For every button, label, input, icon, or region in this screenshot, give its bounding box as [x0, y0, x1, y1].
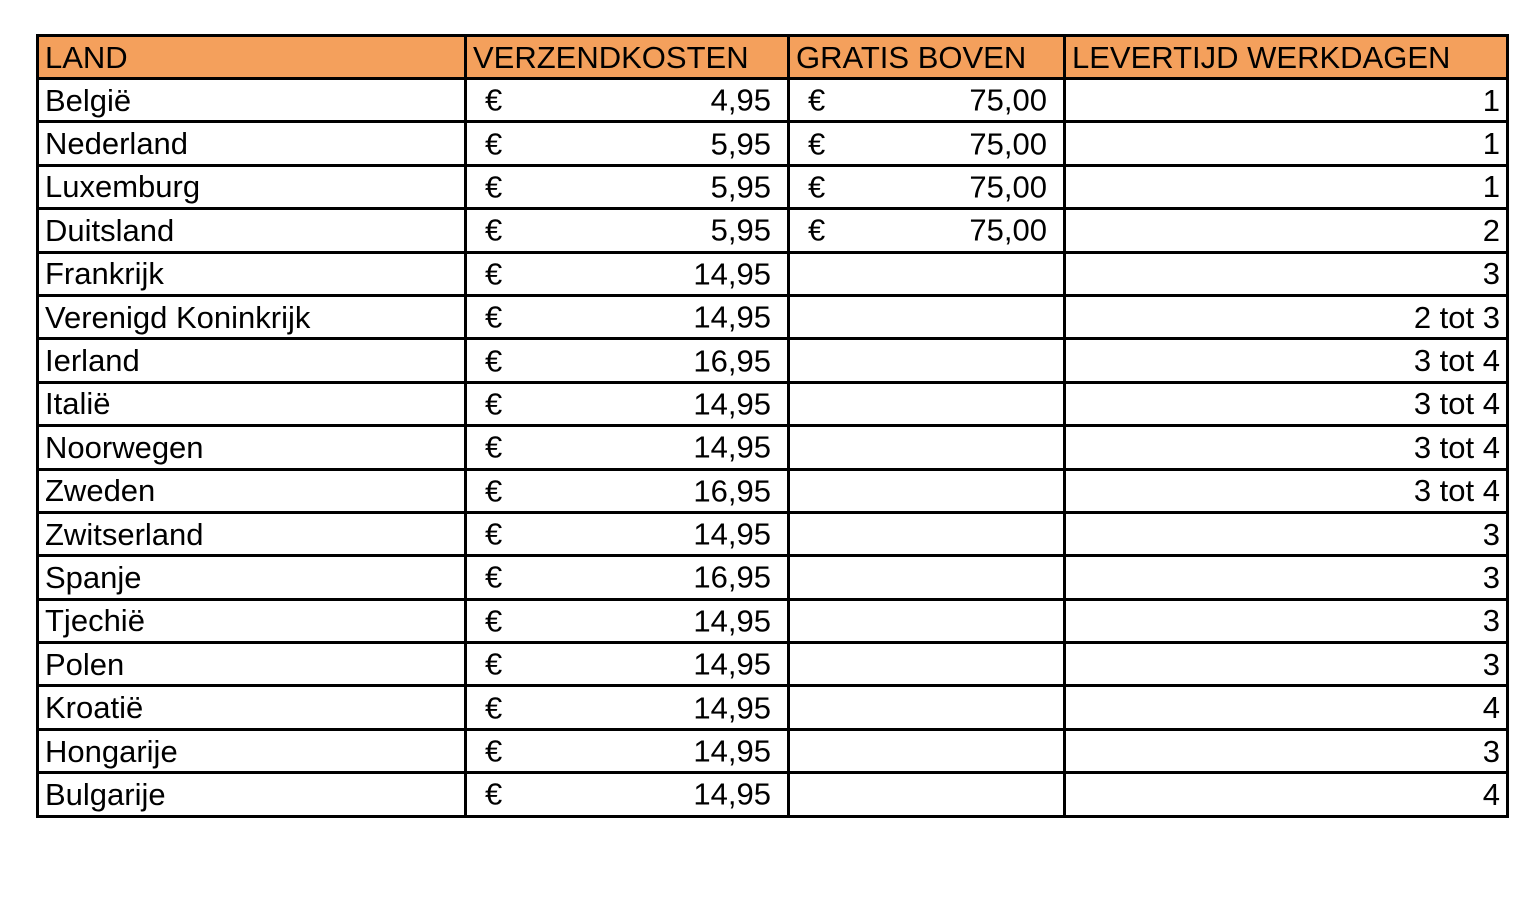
- cell-levertijd: 3 tot 4: [1065, 426, 1508, 469]
- cell-verzendkosten: [466, 382, 789, 425]
- cell-verzendkosten: [466, 295, 789, 338]
- amount-gratis-boven: 75,00: [969, 82, 1047, 118]
- cell-levertijd: 3 tot 4: [1065, 339, 1508, 382]
- amount-verzendkosten: 14,95: [693, 429, 771, 465]
- euro-symbol: €: [485, 82, 503, 118]
- cell-levertijd: 3 tot 4: [1065, 382, 1508, 425]
- cell-land: Frankrijk: [38, 252, 466, 295]
- cell-levertijd: 3: [1065, 643, 1508, 686]
- euro-symbol: €: [485, 126, 503, 162]
- amount-verzendkosten: 14,95: [693, 516, 771, 552]
- cell-land: Tjechië: [38, 599, 466, 642]
- table-row: [38, 426, 1508, 469]
- cell-verzendkosten: [466, 729, 789, 772]
- amount-gratis-boven: 75,00: [969, 126, 1047, 162]
- header-land: LAND: [38, 36, 466, 79]
- euro-symbol: €: [808, 126, 826, 162]
- euro-symbol: €: [485, 690, 503, 726]
- cell-gratis-boven: [789, 339, 1065, 382]
- amount-verzendkosten: 16,95: [693, 559, 771, 595]
- table-row: [38, 469, 1508, 512]
- cell-gratis-boven: [789, 165, 1065, 208]
- euro-symbol: €: [485, 603, 503, 639]
- cell-levertijd: 2 tot 3: [1065, 295, 1508, 338]
- cell-verzendkosten: [466, 209, 789, 252]
- cell-gratis-boven: [789, 643, 1065, 686]
- euro-symbol: €: [808, 82, 826, 118]
- cell-gratis-boven: [789, 729, 1065, 772]
- cell-levertijd: 3: [1065, 512, 1508, 555]
- cell-verzendkosten: [466, 773, 789, 816]
- amount-gratis-boven: 75,00: [969, 169, 1047, 205]
- header-levertijd: LEVERTIJD WERKDAGEN: [1065, 36, 1508, 79]
- cell-levertijd: 3: [1065, 556, 1508, 599]
- euro-symbol: €: [485, 473, 503, 509]
- cell-gratis-boven: [789, 122, 1065, 165]
- table-row: [38, 773, 1508, 816]
- cell-gratis-boven: [789, 252, 1065, 295]
- amount-verzendkosten: 14,95: [693, 386, 771, 422]
- amount-verzendkosten: 14,95: [693, 256, 771, 292]
- header-gratis-boven: GRATIS BOVEN: [789, 36, 1065, 79]
- euro-symbol: €: [485, 256, 503, 292]
- cell-gratis-boven: [789, 295, 1065, 338]
- cell-verzendkosten: [466, 426, 789, 469]
- cell-verzendkosten: [466, 643, 789, 686]
- cell-land: België: [38, 79, 466, 122]
- euro-symbol: €: [485, 646, 503, 682]
- cell-levertijd: 2: [1065, 209, 1508, 252]
- cell-gratis-boven: [789, 469, 1065, 512]
- cell-verzendkosten: [466, 339, 789, 382]
- cell-land: Hongarije: [38, 729, 466, 772]
- cell-verzendkosten: [466, 79, 789, 122]
- amount-verzendkosten: 5,95: [710, 169, 771, 205]
- euro-symbol: €: [485, 516, 503, 552]
- cell-gratis-boven: [789, 79, 1065, 122]
- cell-levertijd: 3: [1065, 599, 1508, 642]
- euro-symbol: €: [485, 386, 503, 422]
- cell-gratis-boven: [789, 382, 1065, 425]
- amount-verzendkosten: 5,95: [710, 126, 771, 162]
- cell-gratis-boven: [789, 556, 1065, 599]
- cell-gratis-boven: [789, 599, 1065, 642]
- euro-symbol: €: [485, 343, 503, 379]
- cell-land: Kroatië: [38, 686, 466, 729]
- amount-verzendkosten: 14,95: [693, 776, 771, 812]
- table-row: [38, 729, 1508, 772]
- cell-land: Verenigd Koninkrijk: [38, 295, 466, 338]
- table-row: [38, 165, 1508, 208]
- amount-verzendkosten: 14,95: [693, 646, 771, 682]
- table-body: [38, 79, 1508, 817]
- cell-verzendkosten: [466, 556, 789, 599]
- cell-verzendkosten: [466, 469, 789, 512]
- cell-verzendkosten: [466, 599, 789, 642]
- cell-verzendkosten: [466, 252, 789, 295]
- table-row: [38, 339, 1508, 382]
- euro-symbol: €: [485, 733, 503, 769]
- cell-levertijd: 4: [1065, 686, 1508, 729]
- amount-verzendkosten: 14,95: [693, 690, 771, 726]
- cell-levertijd: 1: [1065, 165, 1508, 208]
- table-row: [38, 209, 1508, 252]
- header-row: [38, 36, 1508, 79]
- euro-symbol: €: [808, 169, 826, 205]
- table-row: [38, 643, 1508, 686]
- cell-land: Ierland: [38, 339, 466, 382]
- table-row: [38, 382, 1508, 425]
- cell-verzendkosten: [466, 512, 789, 555]
- cell-land: Nederland: [38, 122, 466, 165]
- euro-symbol: €: [808, 212, 826, 248]
- amount-gratis-boven: 75,00: [969, 212, 1047, 248]
- cell-gratis-boven: [789, 209, 1065, 252]
- table-header: [38, 36, 1508, 79]
- table-row: [38, 79, 1508, 122]
- euro-symbol: €: [485, 212, 503, 248]
- amount-verzendkosten: 14,95: [693, 299, 771, 335]
- cell-land: Italië: [38, 382, 466, 425]
- amount-verzendkosten: 4,95: [710, 82, 771, 118]
- cell-gratis-boven: [789, 426, 1065, 469]
- euro-symbol: €: [485, 299, 503, 335]
- euro-symbol: €: [485, 169, 503, 205]
- cell-gratis-boven: [789, 773, 1065, 816]
- table-row: [38, 295, 1508, 338]
- amount-verzendkosten: 14,95: [693, 603, 771, 639]
- cell-verzendkosten: [466, 122, 789, 165]
- euro-symbol: €: [485, 559, 503, 595]
- table-row: [38, 512, 1508, 555]
- cell-land: Polen: [38, 643, 466, 686]
- table-row: [38, 686, 1508, 729]
- cell-land: Noorwegen: [38, 426, 466, 469]
- table-row: [38, 556, 1508, 599]
- table-row: [38, 252, 1508, 295]
- cell-levertijd: 3: [1065, 252, 1508, 295]
- cell-land: Spanje: [38, 556, 466, 599]
- cell-gratis-boven: [789, 512, 1065, 555]
- euro-symbol: €: [485, 429, 503, 465]
- cell-levertijd: 1: [1065, 122, 1508, 165]
- cell-land: Luxemburg: [38, 165, 466, 208]
- table-row: [38, 122, 1508, 165]
- cell-land: Bulgarije: [38, 773, 466, 816]
- cell-levertijd: 4: [1065, 773, 1508, 816]
- table-row: [38, 599, 1508, 642]
- header-verzendkosten: VERZENDKOSTEN: [466, 36, 789, 79]
- cell-levertijd: 3: [1065, 729, 1508, 772]
- cell-land: Duitsland: [38, 209, 466, 252]
- shipping-rates-table: [36, 34, 1509, 818]
- amount-verzendkosten: 16,95: [693, 343, 771, 379]
- amount-verzendkosten: 16,95: [693, 473, 771, 509]
- euro-symbol: €: [485, 776, 503, 812]
- amount-verzendkosten: 14,95: [693, 733, 771, 769]
- cell-land: Zweden: [38, 469, 466, 512]
- amount-verzendkosten: 5,95: [710, 212, 771, 248]
- cell-verzendkosten: [466, 165, 789, 208]
- cell-gratis-boven: [789, 686, 1065, 729]
- cell-levertijd: 1: [1065, 79, 1508, 122]
- cell-levertijd: 3 tot 4: [1065, 469, 1508, 512]
- cell-verzendkosten: [466, 686, 789, 729]
- cell-land: Zwitserland: [38, 512, 466, 555]
